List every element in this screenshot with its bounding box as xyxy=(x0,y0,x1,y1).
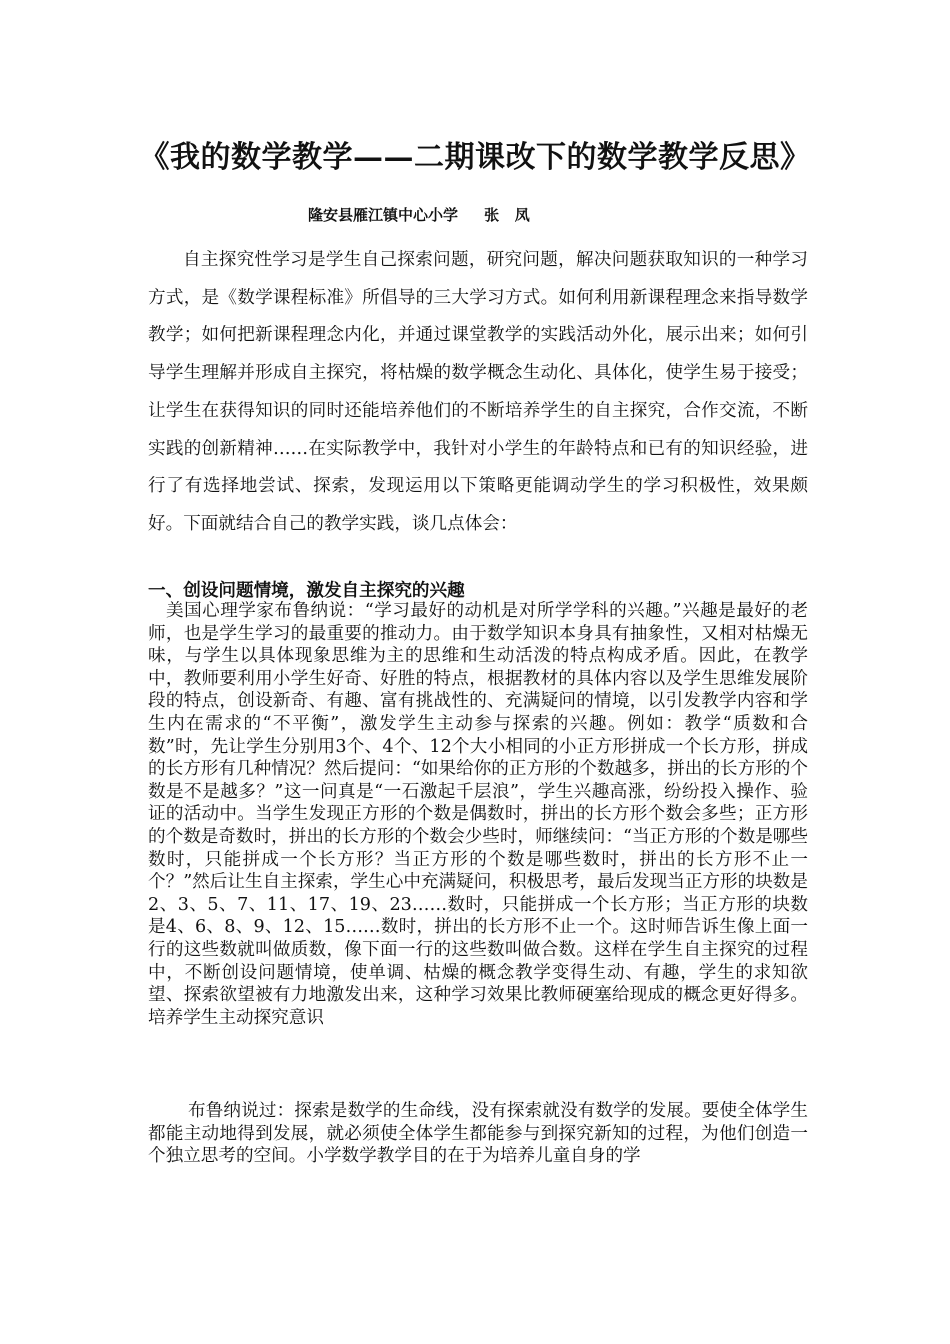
section2-paragraph: 布鲁纳说过：探索是数学的生命线，没有探索就没有数学的发展。要使全体学生都能主动地得到发展，就必须使全体学生都能参与到探究新知的过程，为他们创造一个独立思考的空间。小学数学教学目的在于为培养儿童自身的学 xyxy=(148,1101,808,1167)
section1-paragraph: 美国心理学家布鲁纳说：“学习最好的动机是对所学学科的兴趣。”兴趣是最好的老师，也是学生学习的最重要的推动力。由于数学知识本身具有抽象性，又相对枯燥无味，与学生以具体现象思维为主的思维和生动活泼的特点构成矛盾。因此，在教学中，教师要利用小学生好奇、好胜的特点，根据教材的具体内容以及学生思维发展阶段的特点，创设新奇、有趣、富有挑战性的、充满疑问的情境，以引发教学内容和学生内在需求的“不平衡”，激发学生主动参与探索的兴趣。例如：教学“质数和合数”时，先让学生分别用3个、4个、12个大小相同的小正方形拼成一个长方形，拼成的长方形有几种情况？然后提问：“如果给你的正方形的个数越多，拼出的长方形的个数是不是越多？”这一问真是“一石激起千层浪”，学生兴趣高涨，纷纷投入操作、验证的活动中。当学生发现正方形的个数是偶数时，拼出的长方形个数会多些；正方形的个数是奇数时，拼出的长方形的个数会少些时，师继续问：“当正方形的个数是哪些数时，只能拼成一个长方形？当正方形的个数是哪些数时，拼出的长方形不止一个？”然后让生自主探索，学生心中充满疑问，积极思考，最后发现当正方形的块数是2、3、5、7、11、17、19、23……数时，只能拼成一个长方形；当正方形的块数是4、6、8、9、12、15……数时，拼出的长方形不止一个。这时师告诉生像上面一行的这些数就叫做质数，像下面一行的这些数叫做合数。这样在学生自主探究的过程中，不断创设问题情境，使单调、枯燥的概念教学变得生动、有趣，学生的求知欲望、探索欲望被有力地激发出来，这种学习效果比教师硬塞给现成的概念更好得多。培养学生主动探究意识 xyxy=(148,601,808,1028)
intro-paragraph: 自主探究性学习是学生自己探索问题，研究问题，解决问题获取知识的一种学习方式，是《数学课程标准》所倡导的三大学习方式。如何利用新课程理念来指导数学教学；如何把新课程理念内化，并通过课堂教学的实践活动外化，展示出来；如何引导学生理解并形成自主探究，将枯燥的数学概念生动化、具体化，使学生易于接受；让学生在获得知识的同时还能培养他们的不断培养学生的自主探究，合作交流，不断实践的创新精神……在实际教学中，我针对小学生的年龄特点和已有的知识经验，进行了有选择地尝试、探索，发现运用以下策略更能调动学生的学习积极性，效果颇好。下面就结合自己的教学实践，谈几点体会： xyxy=(148,250,808,534)
document-title: 《我的数学教学——二期课改下的数学教学反思》 xyxy=(139,140,811,175)
section-heading-1: 一、创设问题情境，激发自主探究的兴趣 xyxy=(148,581,465,601)
author-line: 隆安县雁江镇中心小学 张 凤 xyxy=(308,206,530,224)
